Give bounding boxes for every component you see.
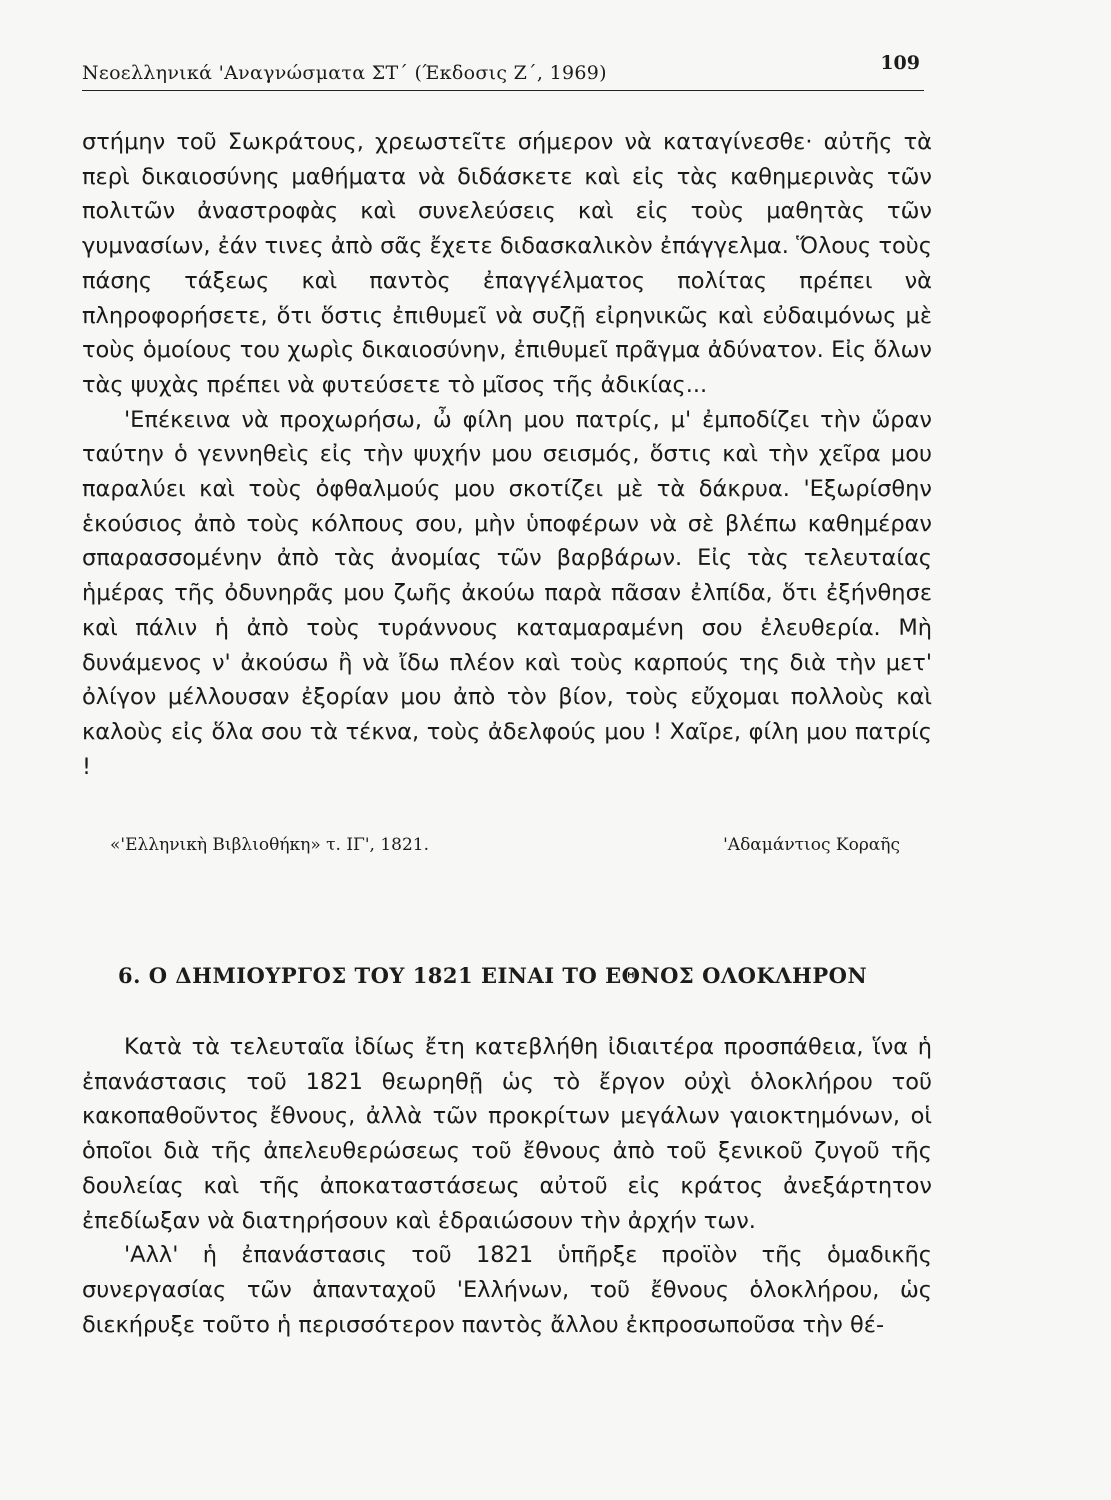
paragraph: Κατὰ τὰ τελευταῖα ἰδίως ἔτη κατεβλήθη ἰδιαιτέρα προσπάθεια, ἵνα ἡ ἐπανάστασις τοῦ 1821 θεωρηθῇ ὡς τὸ ἔργον οὐχὶ ὁλοκλήρου τοῦ κακοπαθοῦντος ἔθνους, ἀλλὰ τῶν προκρίτων μεγάλων γαιοκτημόνων, οἱ ὁποῖοι διὰ τῆς ἀπελευθερώσεως τοῦ ἔθνους ἀπὸ τοῦ ξενικοῦ ζυγοῦ τῆς δουλείας καὶ τῆς ἀποκαταστάσεως αὐτοῦ εἰς κράτος ἀνεξάρτητον ἐπεδίωξαν νὰ διατηρήσουν καὶ ἑδραιώσουν τὴν ἀρχήν των. bbox=[82, 1034, 932, 1234]
running-title: Νεοελληνικά 'Αναγνώσματα ΣΤ΄ (Έκδοσις Ζ΄, 1969) bbox=[82, 62, 607, 84]
citation-source: «'Ελληνικὴ Βιβλιοθήκη» τ. ΙΓ', 1821. bbox=[110, 835, 429, 855]
text-block-section-6 bbox=[82, 1030, 932, 1342]
paragraph: 'Επέκεινα νὰ προχωρήσω, ὦ φίλη μου πατρίς, μ' ἐμποδίζει τὴν ὥραν ταύτην ὁ γεννηθεὶς εἰς τὴν ψυχήν μου σεισμός, ὅστις καὶ τὴν χεῖρα μου παραλύει καὶ τοὺς ὀφθαλμούς μου σκοτίζει μὲ τὰ δάκρυα. 'Εξωρίσθην ἑκούσιος ἀπὸ τοὺς κόλπους σου, μὴν ὑποφέρων νὰ σὲ βλέπω καθημέραν σπαρασσομένην ἀπὸ τὰς ἀνομίας τῶν βαρβάρων. Εἰς τὰς τελευταίας ἡμέρας τῆς ὀδυνηρᾶς μου ζωῆς ἀκούω παρὰ πᾶσαν ἐλπίδα, ὅτι ἐξήνθησε καὶ πάλιν ἡ ἀπὸ τοὺς τυράννους καταμαραμένη σου ἐλευθερία. Μὴ δυνάμενος ν' ἀκούσω ἢ νὰ ἴδω πλέον καὶ τοὺς καρπούς της διὰ τὴν μετ' ὀλίγον μέλλουσαν ἐξορίαν μου ἀπὸ τὸν βίον, τοὺς εὔχομαι πολλοὺς καὶ καλοὺς εἰς ὅλα σου τὰ τέκνα, τοὺς ἀδελφούς μου ! Χαῖρε, φίλη μου πατρίς ! bbox=[82, 406, 932, 780]
page-number: 109 bbox=[880, 52, 920, 74]
citation-author: 'Αδαμάντιος Κοραῆς bbox=[723, 835, 900, 855]
paragraph: 'Αλλ' ἡ ἐπανάστασις τοῦ 1821 ὑπῆρξε προϊὸν τῆς ὁμαδικῆς συνεργασίας τῶν ἁπανταχοῦ 'Ελλήνων, τοῦ ἔθνους ὁλοκλήρου, ὡς διεκήρυξε τοῦτο ἡ περισσότερον παντὸς ἄλλου ἐκπροσωποῦσα τὴν θέ- bbox=[82, 1242, 932, 1338]
running-header bbox=[82, 52, 924, 92]
header-rule bbox=[82, 90, 924, 91]
text-block-korais bbox=[82, 125, 932, 784]
section-heading: 6. Ο ΔΗΜΙΟΥΡΓΟΣ ΤΟΥ 1821 ΕΙΝΑΙ ΤΟ ΕΘΝΟΣ ΟΛΟΚΛΗΡΟΝ bbox=[118, 963, 868, 988]
paragraph: στήμην τοῦ Σωκράτους, χρεωστεῖτε σήμερον νὰ καταγίνεσθε· αὐτῆς τὰ περὶ δικαιοσύνης μαθήματα νὰ διδάσκετε καὶ εἰς τὰς καθημερινὰς τῶν πολιτῶν ἀναστροφὰς καὶ συνελεύσεις καὶ εἰς τοὺς μαθητὰς τῶν γυμνασίων, ἐάν τινες ἀπὸ σᾶς ἔχετε διδασκαλικὸν ἐπάγγελμα. Ὅλους τοὺς πάσης τάξεως καὶ παντὸς ἐπαγγέλματος πολίτας πρέπει νὰ πληροφορήσετε, ὅτι ὅστις ἐπιθυμεῖ νὰ συζῇ εἰρηνικῶς καὶ εὐδαιμόνως μὲ τοὺς ὁμοίους του χωρὶς δικαιοσύνην, ἐπιθυμεῖ πρᾶγμα ἀδύνατον. Εἰς ὅλων τὰς ψυχὰς πρέπει νὰ φυτεύσετε τὸ μῖσος τῆς ἀδικίας... bbox=[82, 129, 932, 398]
citation bbox=[110, 835, 900, 865]
